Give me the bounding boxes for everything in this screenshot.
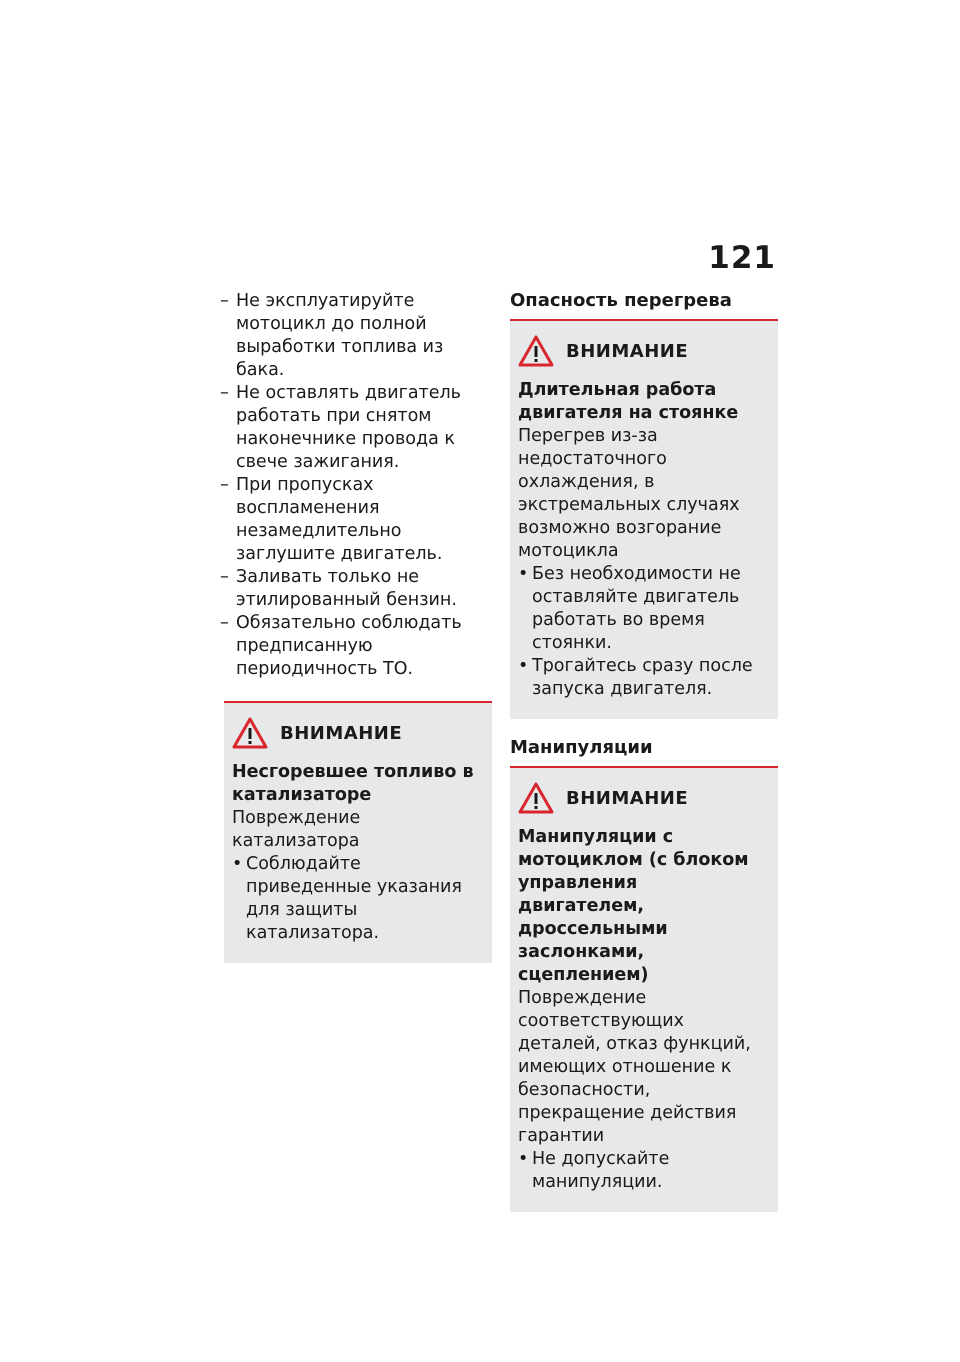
warning-text: Повреждение катализатора [232, 808, 361, 851]
precaution-list [224, 290, 492, 681]
list-item: • Трогайтесь сразу после запуска двигателя. [518, 655, 768, 701]
list-item: – Обязательно соблюдать предписанную периодичность ТО. [224, 612, 492, 681]
left-column [224, 290, 492, 963]
right-column [510, 290, 778, 1212]
warning-header [232, 717, 482, 749]
list-item: • Соблюдайте приведенные указания для защиты катализатора. [232, 853, 482, 945]
warning-triangle-icon [518, 782, 554, 814]
warning-box-overheat [510, 319, 778, 719]
warning-box-tampering [510, 766, 778, 1212]
section-title-overheat: Опасность перегрева [510, 290, 732, 311]
warning-text: Перегрев из-за недостаточного охлаждения, в экстремальных случаях возможно возгорание мотоцикла [518, 426, 740, 561]
warning-label: ВНИМАНИЕ [566, 787, 689, 809]
list-item: – Не оставлять двигатель работать при снятом наконечнике провода к свече зажигания. [224, 382, 492, 474]
list-item: – При пропусках воспламенения незамедлительно заглушите двигатель. [224, 474, 492, 566]
warning-bullets [518, 1148, 768, 1194]
warning-text: Повреждение соответствующих деталей, отказ функций, имеющих отношение к безопасности, прекращение действия гарантии [518, 988, 751, 1146]
warning-triangle-icon [518, 335, 554, 367]
warning-label: ВНИМАНИЕ [566, 340, 689, 362]
section-title-tampering: Манипуляции [510, 737, 653, 758]
warning-subject: Длительная работа двигателя на стоянке [518, 380, 739, 423]
list-item: • Без необходимости не оставляйте двигатель работать во время стоянки. [518, 563, 768, 655]
page-number: 121 [708, 240, 776, 276]
list-item: – Заливать только не этилированный бензин. [224, 566, 492, 612]
warning-triangle-icon [232, 717, 268, 749]
warning-subject: Несгоревшее топливо в катализаторе [232, 762, 474, 805]
warning-bullets [232, 853, 482, 945]
list-item: • Не допускайте манипуляции. [518, 1148, 768, 1194]
warning-box-catalyst [224, 701, 492, 963]
warning-header [518, 335, 768, 367]
warning-subject: Манипуляции с мотоциклом (с блоком управления двигателем, дроссельными заслонками, сцеплением) [518, 827, 749, 985]
warning-label: ВНИМАНИЕ [280, 722, 403, 744]
list-item: – Не эксплуатируйте мотоцикл до полной выработки топлива из бака. [224, 290, 492, 382]
warning-header [518, 782, 768, 814]
warning-bullets [518, 563, 768, 701]
